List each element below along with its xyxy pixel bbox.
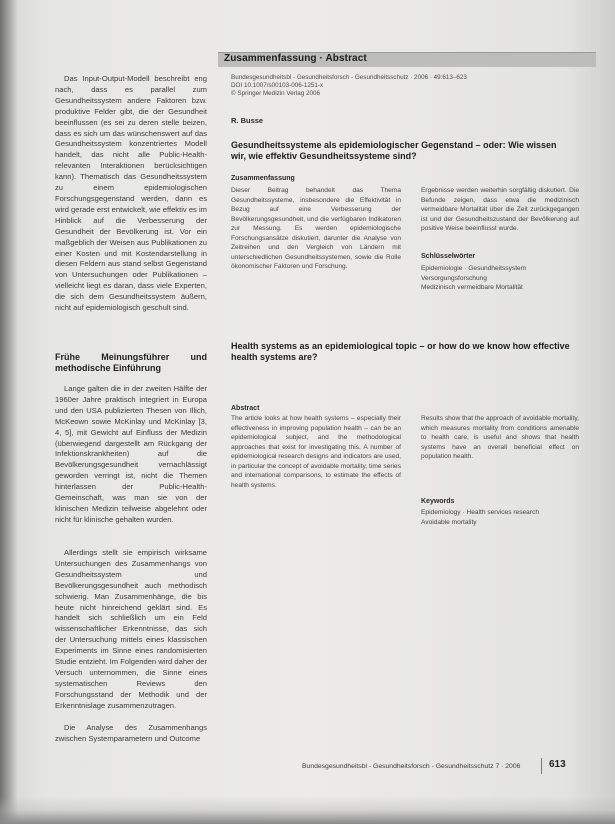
left-column-lower <box>55 384 207 745</box>
german-keyword-1: Epidemiologie · Gesundheitssystem <box>421 265 527 272</box>
german-keywords <box>421 264 581 293</box>
german-title: Gesundheitssysteme als epidemiologischer Gegenstand – oder: Wie wissen wir, wie effektiv Gesundheitssysteme sind? <box>231 140 557 161</box>
article-meta <box>231 74 591 98</box>
footer-divider <box>541 758 542 774</box>
author: R. Busse <box>231 116 264 125</box>
german-abstract-col1: Dieser Beitrag behandelt das Thema Gesundheitssysteme, insbesondere die Effektivität in Bezug auf eine Verbesserung der Bevölkerungsgesundheit, und die verfügbaren Indikatoren zur Messung. Es werden epidemiologische Forschungsansätze diskutiert, darunter die Analyse von Zeitreihen und den Vergleich von Ländern mit unterschiedlichen Gesundheitssystemen, sowie die Rolle ökonomischer Faktoren und Forschung. <box>231 187 401 270</box>
copyright: © Springer Medizin Verlag 2006 <box>231 90 320 97</box>
schluesselwoerter-label: Schlüsselwörter <box>421 253 476 260</box>
english-abstract-col1: The article looks at how health systems – especially their effectiveness in improving population health – can be an epidemiological subject, and the methodological approaches that exist for investigating this. A number of epidemiological research designs and indicators are used, in particular the concept of avoidable mortality, time series and international comparisons, to estimate the effects of health systems. <box>231 415 401 489</box>
english-keyword-2: Avoidable mortality <box>421 518 477 526</box>
zusammenfassung-label: Zusammenfassung <box>231 175 295 182</box>
left-paragraph-1: Das Input-Output-Modell beschreibt eng nach, dass es parallel zum Gesundheitssystem andere Faktoren bzw. produktive Felder gibt, die der Gesundheit beeinflussen (es sei zu deren stelle beizen, dass es sich um das wünschenswert auf das Gesundheitssystem konzentriertes Modell handelt, das nicht alle Public-Health-relevanten Interaktionen berücksichtigen kann). Thematisch das Gesundheitssystem zu einem epidemiologischen Forschungsgegenstand werden, dann es wird gerade erst entwickelt, wie effektiv es im Hinblick auf die Verbesserung der Gesundheit der Bevölkerung ist. Vor ein maßgeblich der Weisen aus Publikationen zu einer Kosten und mit Kostendarstellung in diesen Feldern aus stand selbst Gegenstand von Untersuchungen oder Publikationen – vielleicht liegt es daran, dass viele Experten, die sich dem Gesundheitssystem äußern, nicht auf epidemiologisch geschult sind. <box>55 74 207 313</box>
left-heading-block <box>55 352 207 374</box>
scan-edge-shadow <box>0 0 18 824</box>
abstract-label: Abstract <box>231 405 260 412</box>
german-keyword-2: Versorgungsforschung <box>421 274 487 282</box>
left-paragraph-2: Lange galten die in der zweiten Hälfte der 1960er Jahre praktisch integriert in Europa und den USA publizierten Thesen von Illich, McKeown sowie McKinlay und McKinlay [3, 4, 5], mit Gewicht auf Einfluss der Medizin (überwiegend dargestellt am Rückgang der Infektionskrankheiten) auf die Bevölkerungsgesundheit vernachlässigt geworden verringt ist, nicht die Themen hinterlassen der Public-Health-Gemeinschaft, was man sie von der klinischen Medizin teilweise abgelehnt oder nicht für klinische gehalten wurden. <box>55 384 207 524</box>
left-column <box>55 74 207 334</box>
english-keyword-1: Epidemiology · Health services research <box>421 509 540 516</box>
left-paragraph-3: Allerdings stellt sie empirisch wirksame Untersuchungen des Zusammenhangs von Gesundheitssystem und Bevölkerungsgesundheit auch methodisch schwierig. Man Zusammenhänge, die bis heute nicht hinreichend geklärt sind. Es handelt sich schließlich um ein Feld wissenschaftlicher Erkenntnisse, das sich der Untersuchung mittels eines klassischen Experiments im Sinne eines randomisierten Studie entzieht. Im Folgenden wird daher der Versuch unternommen, die Sinne eines systematischen Reviews den Forschungsstand der Methodik und der Erkenntnislage zusammenzutragen. <box>55 548 207 710</box>
journal-citation: Bundesgesundheitsbl - Gesundheitsforsch - Gesundheitsschutz · 2006 · 49:613–623 <box>231 74 467 81</box>
scan-bottom-shadow <box>0 796 615 824</box>
english-title: Health systems as an epidemiological topic – or how do we know how effective health systems are? <box>231 341 570 362</box>
left-section-heading: Frühe Meinungsführer und methodische Einführung <box>55 352 207 373</box>
english-abstract-col2: Results show that the approach of avoidable mortality, which measures mortality from conditions amenable to health care, is useful and shows that health systems have an overall beneficial effect on population health. <box>421 415 579 460</box>
german-keyword-3: Medizinisch vermeidbare Mortalität <box>421 284 523 291</box>
left-paragraph-4: Die Analyse des Zusammenhangs zwischen Systemparametern und Outcome <box>55 723 207 743</box>
section-header-bar <box>218 52 596 67</box>
section-title: Zusammenfassung · Abstract <box>224 53 367 64</box>
english-keywords <box>421 508 581 527</box>
journal-footer: Bundesgesundheitsbl - Gesundheitsforsch - Gesundheitsschutz 7 · 2006 <box>302 763 521 770</box>
doi: DOI 10.1007/s00103-006-1251-x <box>231 82 324 89</box>
german-abstract-col2: Ergebnisse werden weiterhin sorgfältig diskutiert. Die Befunde zeigen, dass etwa die medizinisch vermeidbare Mortalität über die Zeit zurückgegangen ist und der Gesundheitszustand der Bevölkerung auf positive Weise beeinflusst wurde. <box>421 187 579 232</box>
keywords-label: Keywords <box>421 498 455 505</box>
page-number: 613 <box>549 759 566 770</box>
